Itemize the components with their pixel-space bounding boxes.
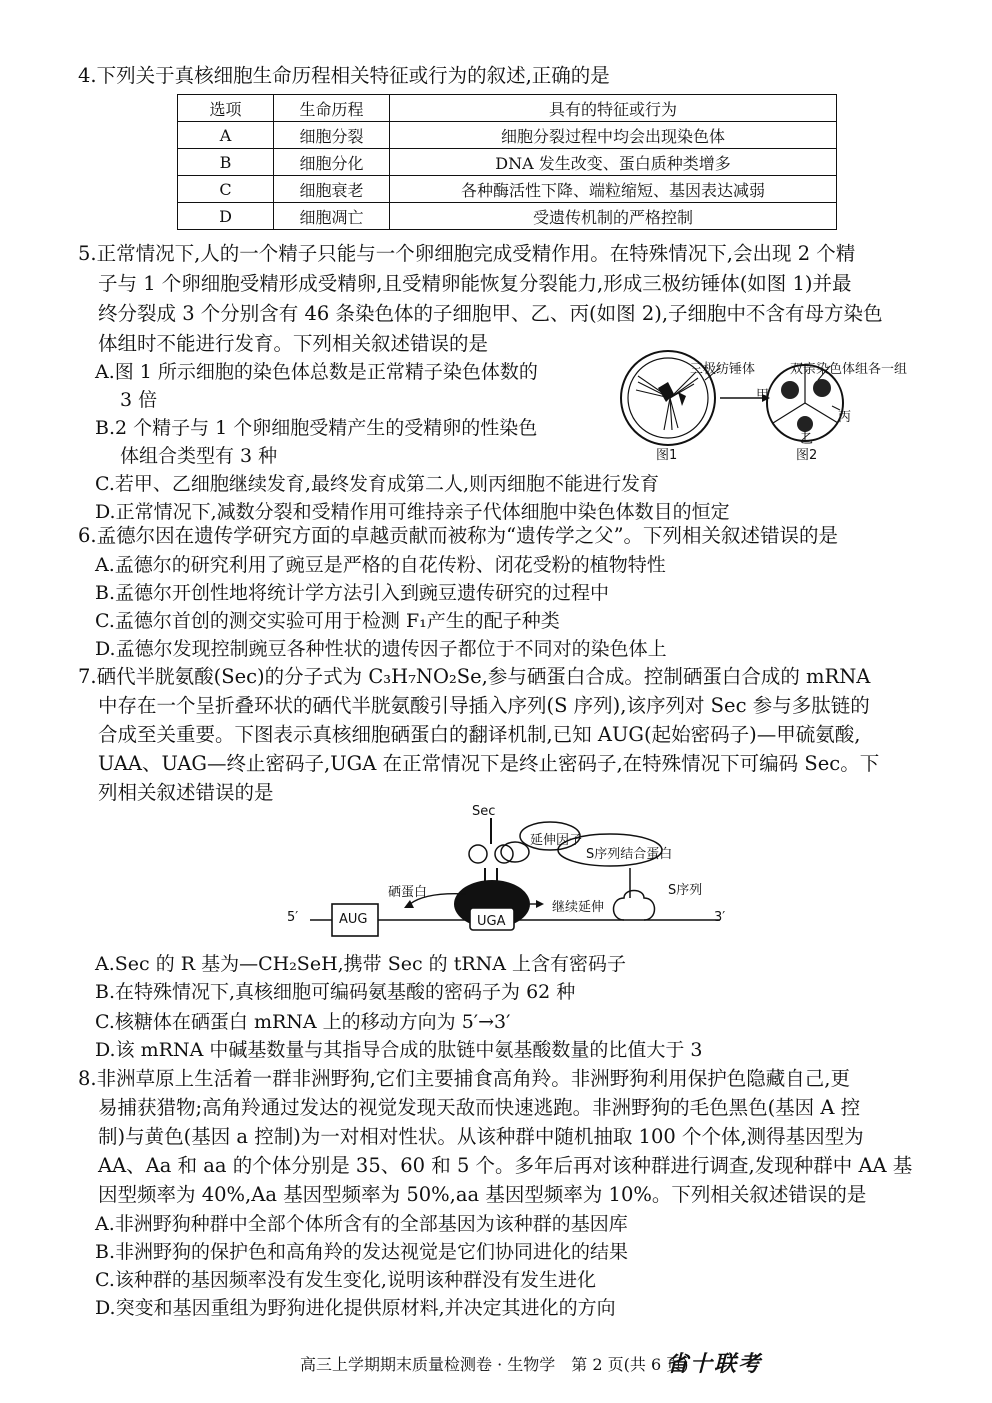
- table-header: 具有的特征或行为: [390, 95, 837, 122]
- q8-option-a: A.非洲野狗种群中全部个体所含有的全部基因为该种群的基因库: [95, 1213, 628, 1235]
- q5-option-a: A.图 1 所示细胞的染色体总数是正常精子染色体数的: [95, 361, 538, 383]
- q7-option-a: A.Sec 的 R 基为—CH₂SeH,携带 Sec 的 tRNA 上含有密码子: [95, 953, 627, 975]
- q7-stem-line: 合成至关重要。下图表示真核细胞硒蛋白的翻译机制,已知 AUG(起始密码子)—甲硫氨酸,: [98, 723, 861, 746]
- q7-stem-line: 中存在一个呈折叠环状的硒代半胱氨酸引导插入序列(S 序列),该序列对 Sec 参与多肽链的: [98, 694, 870, 717]
- table-row: [178, 176, 837, 203]
- table-cell: 细胞衰老: [274, 176, 390, 203]
- continue-elongation-label: 继续延伸: [552, 900, 605, 915]
- q6-option-b: B.孟德尔开创性地将统计学方法引入到豌豆遗传研究的过程中: [95, 582, 610, 604]
- table-header-row: [178, 95, 837, 122]
- q8-stem-line: 因型频率为 40%,Aa 基因型频率为 50%,aa 基因型频率为 10%。下列相关叙述错误的是: [98, 1183, 867, 1206]
- q8-stem-line: AA、Aa 和 aa 的个体分别是 35、60 和 5 个。多年后再对该种群进行调查,发现种群中 AA 基: [98, 1154, 913, 1177]
- table-cell: 细胞分裂过程中均会出现染色体: [390, 122, 837, 149]
- s-binding-protein-label: S序列结合蛋白: [586, 847, 673, 862]
- q5-option-d: D.正常情况下,减数分裂和受精作用可维持亲子代体细胞中染色体数目的恒定: [95, 501, 730, 523]
- q6-option-a: A.孟德尔的研究利用了豌豆是严格的自花传粉、闭花受粉的植物特性: [95, 554, 666, 576]
- table-cell: D: [178, 203, 274, 230]
- figure-2-caption: 图2: [796, 448, 818, 463]
- three-prime-label: 3′: [714, 910, 726, 925]
- q7-stem-line: UAA、UAG—终止密码子,UGA 在正常情况下是终止密码子,在特殊情况下可编码 Sec。下: [98, 752, 880, 775]
- q7-stem-line: 7.硒代半胱氨酸(Sec)的分子式为 C₃H₇NO₂Se,参与硒蛋白合成。控制硒蛋白合成的 mRNA: [78, 665, 871, 688]
- figure-1-caption: 图1: [656, 448, 678, 463]
- table-cell: A: [178, 122, 274, 149]
- table-cell: C: [178, 176, 274, 203]
- q8-option-c: C.该种群的基因频率没有发生变化,说明该种群没有发生进化: [95, 1269, 596, 1291]
- table-header: 生命历程: [274, 95, 390, 122]
- q7-stem-line: 列相关叙述错误的是: [98, 781, 274, 804]
- table-cell: 细胞分化: [274, 149, 390, 176]
- q8-option-b: B.非洲野狗的保护色和高角羚的发达视觉是它们协同进化的结果: [95, 1241, 629, 1263]
- q5-stem-line: 5.正常情况下,人的一个精子只能与一个卵细胞完成受精作用。在特殊情况下,会出现 2 个精: [78, 242, 856, 265]
- table-row: [178, 149, 837, 176]
- cell-bing-label: 丙: [838, 410, 852, 425]
- q6-stem: 6.孟德尔因在遗传学研究方面的卓越贡献而被称为“遗传学之父”。下列相关叙述错误的是: [78, 524, 839, 547]
- q7-option-b: B.在特殊情况下,真核细胞可编码氨基酸的密码子为 62 种: [95, 981, 576, 1003]
- cell-yi-label: 乙: [800, 432, 814, 447]
- elongation-factor-label: 延伸因子: [530, 833, 583, 848]
- q5-option-c: C.若甲、乙细胞继续发育,最终发育成第二人,则丙细胞不能进行发育: [95, 473, 659, 495]
- table-cell: 细胞凋亡: [274, 203, 390, 230]
- q5-stem-line: 子与 1 个卵细胞受精形成受精卵,且受精卵能恢复分裂能力,形成三极纺锤体(如图 1)并最: [98, 272, 852, 295]
- q6-option-c: C.孟德尔首创的测交实验可用于检测 F₁产生的配子种类: [95, 610, 560, 632]
- q8-option-d: D.突变和基因重组为野狗进化提供原材料,并决定其进化的方向: [95, 1297, 616, 1319]
- chromosome-sets-label: 双亲染色体组各一组: [790, 362, 908, 377]
- q5-option-a-cont: 3 倍: [120, 389, 158, 411]
- sec-label: Sec: [472, 804, 496, 819]
- uga-label: UGA: [477, 914, 506, 929]
- cell-jia-label: 甲: [756, 388, 770, 403]
- table-row: [178, 122, 837, 149]
- brand-logo: 省十联考: [666, 1351, 763, 1377]
- q8-stem-line: 制)与黄色(基因 a 控制)为一对相对性状。从该种群中随机抽取 100 个个体,测得基因型为: [98, 1125, 864, 1148]
- table-cell: B: [178, 149, 274, 176]
- q5-stem-line: 体组时不能进行发育。下列相关叙述错误的是: [98, 332, 489, 355]
- page-footer: 高三上学期期末质量检测卷 · 生物学 第 2 页(共 6 页): [300, 1355, 689, 1374]
- q5-option-b: B.2 个精子与 1 个卵细胞受精产生的受精卵的性染色: [95, 417, 538, 439]
- q4-table: [177, 94, 837, 230]
- table-cell: 各种酶活性下降、端粒缩短、基因表达减弱: [390, 176, 837, 203]
- spindle-label: 三极纺锤体: [690, 362, 756, 377]
- q8-stem-line: 8.非洲草原上生活着一群非洲野狗,它们主要捕食高角羚。非洲野狗利用保护色隐藏自己,更: [78, 1067, 851, 1090]
- five-prime-label: 5′: [287, 910, 299, 925]
- aug-label: AUG: [339, 912, 368, 927]
- q7-option-c: C.核糖体在硒蛋白 mRNA 上的移动方向为 5′→3′: [95, 1011, 511, 1033]
- table-row: [178, 203, 837, 230]
- q8-stem-line: 易捕获猎物;高角羚通过发达的视觉发现天敌而快速逃跑。非洲野狗的毛色黑色(基因 A 控: [98, 1096, 861, 1119]
- q4-stem: 4.下列关于真核细胞生命历程相关特征或行为的叙述,正确的是: [78, 64, 610, 87]
- q7-option-d: D.该 mRNA 中碱基数量与其指导合成的肽链中氨基酸数量的比值大于 3: [95, 1039, 703, 1061]
- selenoprotein-label: 硒蛋白: [388, 885, 428, 900]
- q5-stem-line: 终分裂成 3 个分别含有 46 条染色体的子细胞甲、乙、丙(如图 2),子细胞中不含有母方染色: [98, 302, 883, 325]
- table-header: 选项: [178, 95, 274, 122]
- table-cell: DNA 发生改变、蛋白质种类增多: [390, 149, 837, 176]
- q5-option-b-cont: 体组合类型有 3 种: [120, 445, 278, 467]
- table-cell: 细胞分裂: [274, 122, 390, 149]
- s-sequence-label: S序列: [668, 883, 703, 898]
- table-cell: 受遗传机制的严格控制: [390, 203, 837, 230]
- q6-option-d: D.孟德尔发现控制豌豆各种性状的遗传因子都位于不同对的染色体上: [95, 638, 667, 660]
